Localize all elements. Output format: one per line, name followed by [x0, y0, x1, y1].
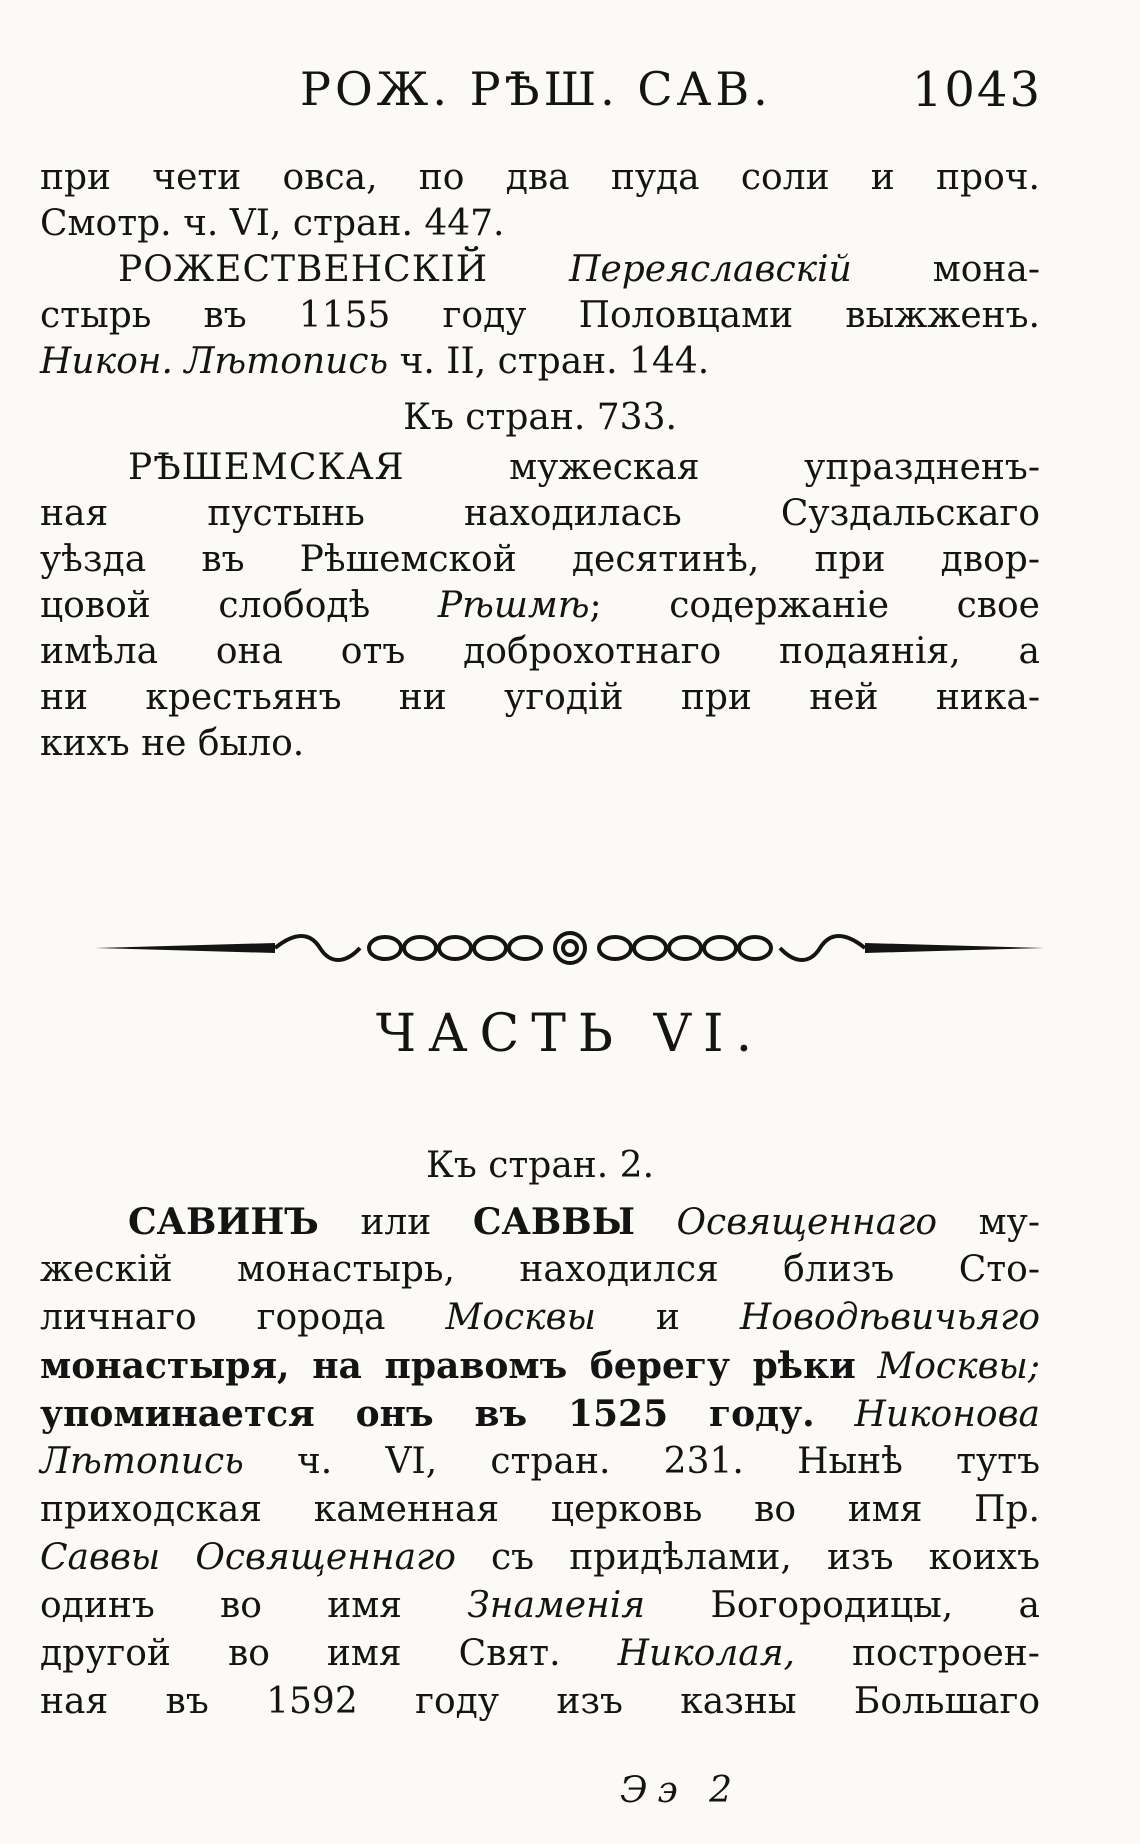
icon-name: Знаменія [467, 1585, 646, 1626]
running-head [0, 62, 1140, 132]
text-line: ная въ 1592 году изъ казны Большаго [40, 1681, 1040, 1722]
text-line [40, 1340, 1040, 1393]
text-line [40, 336, 1040, 388]
running-head-title: РОЖ. РѢШ. САВ. [300, 62, 772, 116]
text-fragment: Богородицы, а [710, 1585, 1040, 1626]
text-fragment: му- [978, 1202, 1040, 1243]
text-line: ная пустынь находилась Суздальскаго [40, 493, 1040, 534]
text-fragment: и [655, 1297, 680, 1338]
text-line: Смотр. ч. VI, стран. 447. [40, 203, 505, 244]
text-line: имѣла она отъ доброхотнаго подаянія, а [40, 631, 1040, 672]
text-fragment: построен- [852, 1633, 1040, 1674]
source-ref: ч. II, стран. 144. [399, 341, 710, 382]
text-fragment: ч. VI, стран. 231. Нынѣ тутъ [297, 1441, 1040, 1482]
text-line: при чети овса, по два пуда соли и проч. [40, 157, 1040, 198]
text-line: уѣзда въ Рѣшемской десятинѣ, при двор- [40, 539, 1040, 580]
page-reference: Къ стран. 2. [425, 1145, 655, 1186]
entry-attribute: Освященнаго [676, 1202, 938, 1243]
page-reference: Къ стран. 733. [403, 397, 677, 438]
entry-savin [40, 1196, 1040, 1249]
place-name: Рѣшмѣ [437, 585, 590, 626]
entry-name: САВИНЪ [128, 1201, 319, 1243]
entry-name: РОЖЕСТВЕНСКІЙ [118, 249, 489, 290]
text-line: ни крестьянъ ни угодій при ней ника- [40, 677, 1040, 718]
text-fragment: одинъ во имя [40, 1585, 402, 1626]
text-line [40, 1292, 1040, 1344]
place-name: Новодѣвичьяго [739, 1297, 1040, 1338]
place-name: Москвы [445, 1297, 596, 1338]
text-line [40, 1388, 1040, 1441]
text-fragment: другой во имя Свят. [40, 1633, 561, 1674]
text-line [40, 1628, 1040, 1680]
text-fragment: или [360, 1202, 432, 1243]
text-line: жескій монастырь, находился близъ Сто- [40, 1249, 1040, 1290]
saint-name: Николая, [617, 1633, 795, 1674]
source-title: Никонова [854, 1394, 1041, 1435]
entry-attribute: Переяславскій [569, 249, 852, 290]
text-fragment: съ придѣлами, изъ коихъ [491, 1537, 1040, 1578]
catchword: Ээ 2 [620, 1770, 743, 1811]
text-line [40, 580, 1040, 632]
source-title: Никон. Лѣтопись [40, 341, 389, 382]
entry-name: РѢШЕМСКАЯ [128, 447, 405, 488]
saint-name: Саввы Освященнаго [40, 1537, 456, 1578]
text-fragment: личнаго города [40, 1297, 386, 1338]
text-fragment: мона- [932, 249, 1040, 290]
page-number: 1043 [911, 62, 1042, 118]
text-fragment: ; содержаніе свое [589, 585, 1040, 626]
source-title: Лѣтопись [40, 1441, 244, 1482]
text-fragment: упоминается онъ въ 1525 году. [40, 1393, 815, 1435]
text-line [40, 1436, 1040, 1488]
entry-reshemskaya [40, 442, 1040, 494]
text-fragment: монастыря, на правомъ берегу рѣки [40, 1345, 856, 1387]
part-title: ЧАСТЬ VI. [375, 1004, 765, 1064]
place-name: Москвы; [877, 1346, 1040, 1387]
ornament-divider [95, 918, 1045, 978]
entry-rozhestvensky [40, 244, 1040, 296]
text-line [40, 1580, 1040, 1632]
text-fragment: мужеская упраздненъ- [509, 447, 1040, 488]
entry-name-alt: САВВЫ [472, 1201, 635, 1243]
text-line: стырь въ 1155 году Половцами выжженъ. [40, 295, 1040, 336]
text-line: приходская каменная церковь во имя Пр. [40, 1489, 1040, 1530]
text-line: кихъ не было. [40, 723, 305, 764]
text-fragment: цовой слободѣ [40, 585, 371, 626]
text-line [40, 1532, 1040, 1584]
